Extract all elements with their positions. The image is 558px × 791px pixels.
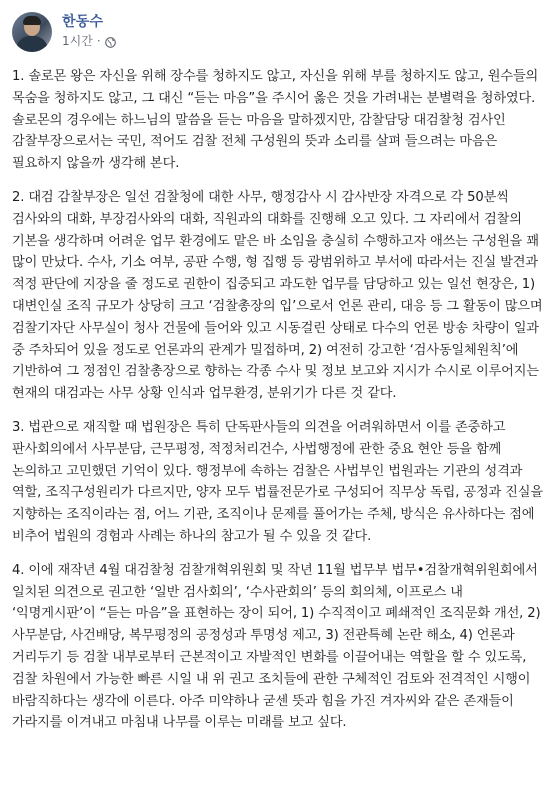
post-paragraph-1: 1. 솔로몬 왕은 자신을 위해 장수를 청하지도 않고, 자신을 위해 부를 청하지도 않고, 원수들의 목숨을 청하지도 않고, 그 대신 “듣는 마음”을 주시어 옳은 것을 가려내는 분별력을 청하였다. 솔로몬의 경우에는 하느님의 말씀을 듣는 마음을 말하겠지만, 감찰담당 대검찰청 검사인 감찰부장으로서는 국민, 적어도 검찰 전체 구성원의 뜻과 소리를 살펴 들으려는 마음은 필요하지 않을까 생각해 본다. [12, 69, 539, 172]
globe-icon[interactable] [105, 36, 116, 47]
author-avatar[interactable] [12, 12, 52, 52]
post-body [12, 66, 548, 746]
post-subline [62, 33, 116, 49]
author-name[interactable]: 한동수 [62, 14, 104, 30]
post-meta [62, 13, 116, 49]
post-paragraph-3: 3. 법관으로 재직할 때 법원장은 특히 단독판사들의 의견을 어려워하면서 이를 존중하고 판사회의에서 사무분담, 근무평정, 적정처리건수, 사법행정에 관한 중요 현안 등을 함께 논의하고 고민했던 기억이 있다. 행정부에 속하는 검찰은 사법부인 법원과는 기관의 성격과 역할, 조직구성원리가 다르지만, 양자 모두 법률전문가로 구성되어 직무상 독립, 공정과 진실을 지향하는 조직이라는 점, 어느 기관, 조직이나 문제를 풀어가는 주체, 방식은 유사하다는 점에 비추어 법원의 경험과 사례는 하나의 참고가 될 수 있을 것 같다. [12, 419, 543, 544]
post-timestamp[interactable]: 1시간 [62, 34, 93, 48]
post-header [12, 12, 116, 56]
post-paragraph-4: 4. 이에 재작년 4월 대검찰청 검찰개혁위원회 및 작년 11월 법무부 법무•검찰개혁위원회에서 일치된 의견으로 권고한 ‘일반 검사회의’, ‘수사관회의’ 등의 회의체, 이프로스 내 ‘익명게시판’이 “듣는 마음”을 표현하는 장이 되어, 1) 수직적이고 폐쇄적인 조직문화 개선, 2) 사무분담, 사건배당, 복무평정의 공정성과 투명성 제고, 3) 전관특혜 논란 해소, 4) 언론과 거리두기 등 검찰 내부로부터 근본적이고 자발적인 변화를 이끌어내는 역할을 할 수 있도록, 검찰 차원에서 가능한 빠른 시일 내 위 권고 조치들에 관한 구체적인 검토와 전격적인 시행이 바람직하다는 생각에 이른다. 아주 미약하나 굳센 뜻과 힘을 가진 겨자씨와 같은 존재들이 가라지를 이겨내고 마침내 나무를 이루는 미래를 보고 싶다. [12, 562, 541, 731]
separator-dot: · [96, 34, 101, 48]
post-paragraph-2: 2. 대검 감찰부장은 일선 검찰청에 대한 사무, 행정감사 시 감사반장 자격으로 각 50분씩 검사와의 대화, 부장검사와의 대화, 직원과의 대화를 진행해 오고 있다. 그 자리에서 검찰의 기본을 생각하며 어려운 업무 환경에도 맡은 바 소임을 충실히 수행하고자 애쓰는 구성원을 꽤 많이 만났다. 수사, 기소 여부, 공판 수행, 형 집행 등 광범위하고 부서에 따라서는 진실 발견과 적정 판단에 지장을 줄 정도로 권한이 집중되고 과도한 업무를 담당하고 있는 일선 현장은, 1) 대변인실 조직 규모가 상당히 크고 ‘검찰총장의 입’으로서 언론 관리, 대응 등 그 활동이 많으며 검찰기자단 사무실이 청사 건물에 들어와 있고 시동걸린 상태로 다수의 언론 방송 차량이 일과 중 주차되어 있을 정도로 언론과의 관계가 밀접하며, 2) 여전히 강고한 ‘검사동일체원칙’에 기반하여 그 정점인 검찰총장으로 향하는 각종 수사 및 정보 보고와 지시가 수시로 이루어지는 현재의 대검과는 사무 상황 인식과 업무환경, 분위기가 다른 것 같다. [12, 189, 543, 402]
